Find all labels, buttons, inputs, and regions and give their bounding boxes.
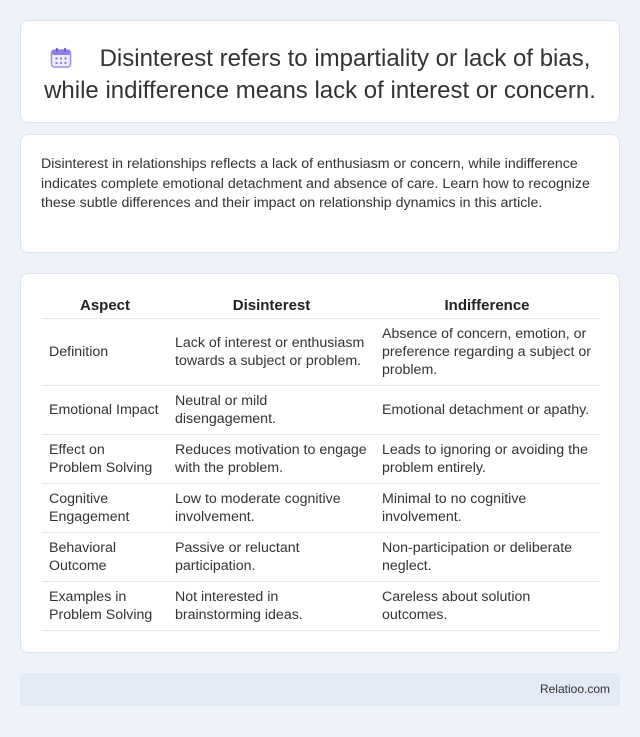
intro-paragraph: Disinterest in relationships reflects a lack of enthusiasm or concern, while indifference indicates complete emotional detachment and absence of care. Learn how to recognize these subtle differences and their impact on relationship dynamics in this article.	[41, 156, 590, 212]
disinterest-cell: Low to moderate cognitive involvement.	[168, 484, 375, 533]
table-header-row	[42, 295, 599, 319]
row-aspect-cell: Definition	[42, 319, 168, 386]
disinterest-cell: Passive or reluctant participation.	[168, 533, 375, 582]
indifference-cell: Minimal to no cognitive involvement.	[375, 484, 599, 533]
indifference-cell: Absence of concern, emotion, or preference regarding a subject or problem.	[375, 319, 599, 386]
column-header-disinterest: Disinterest	[168, 295, 375, 319]
indifference-cell: Non-participation or deliberate neglect.	[375, 533, 599, 582]
disinterest-cell: Not interested in brainstorming ideas.	[168, 582, 375, 631]
table-row	[42, 484, 599, 533]
table-row	[42, 533, 599, 582]
column-header-aspect: Aspect	[42, 295, 168, 319]
table-row	[42, 582, 599, 631]
calendar-icon	[50, 47, 72, 69]
footer-bar	[20, 673, 620, 706]
disinterest-cell: Lack of interest or enthusiasm towards a subject or problem.	[168, 319, 375, 386]
row-aspect-cell: Cognitive Engagement	[42, 484, 168, 533]
page-title	[37, 43, 603, 107]
comparison-card	[20, 273, 620, 653]
column-header-indifference: Indifference	[375, 295, 599, 319]
footer-brand-link[interactable]: Relatioo.com	[539, 682, 610, 696]
table-row	[42, 319, 599, 386]
disinterest-cell: Reduces motivation to engage with the problem.	[168, 435, 375, 484]
title-row	[21, 21, 619, 107]
intro-card	[20, 134, 620, 253]
row-aspect-cell: Examples in Problem Solving	[42, 582, 168, 631]
indifference-cell: Careless about solution outcomes.	[375, 582, 599, 631]
title-card	[20, 20, 620, 123]
row-aspect-cell: Behavioral Outcome	[42, 533, 168, 582]
indifference-cell: Leads to ignoring or avoiding the problem entirely.	[375, 435, 599, 484]
page-title-text: Disinterest refers to impartiality or lack of bias, while indifference means lack of interest or concern.	[44, 45, 596, 104]
indifference-cell: Emotional detachment or apathy.	[375, 386, 599, 435]
disinterest-cell: Neutral or mild disengagement.	[168, 386, 375, 435]
table-row	[42, 435, 599, 484]
row-aspect-cell: Emotional Impact	[42, 386, 168, 435]
comparison-table	[42, 295, 599, 631]
row-aspect-cell: Effect on Problem Solving	[42, 435, 168, 484]
table-row	[42, 386, 599, 435]
